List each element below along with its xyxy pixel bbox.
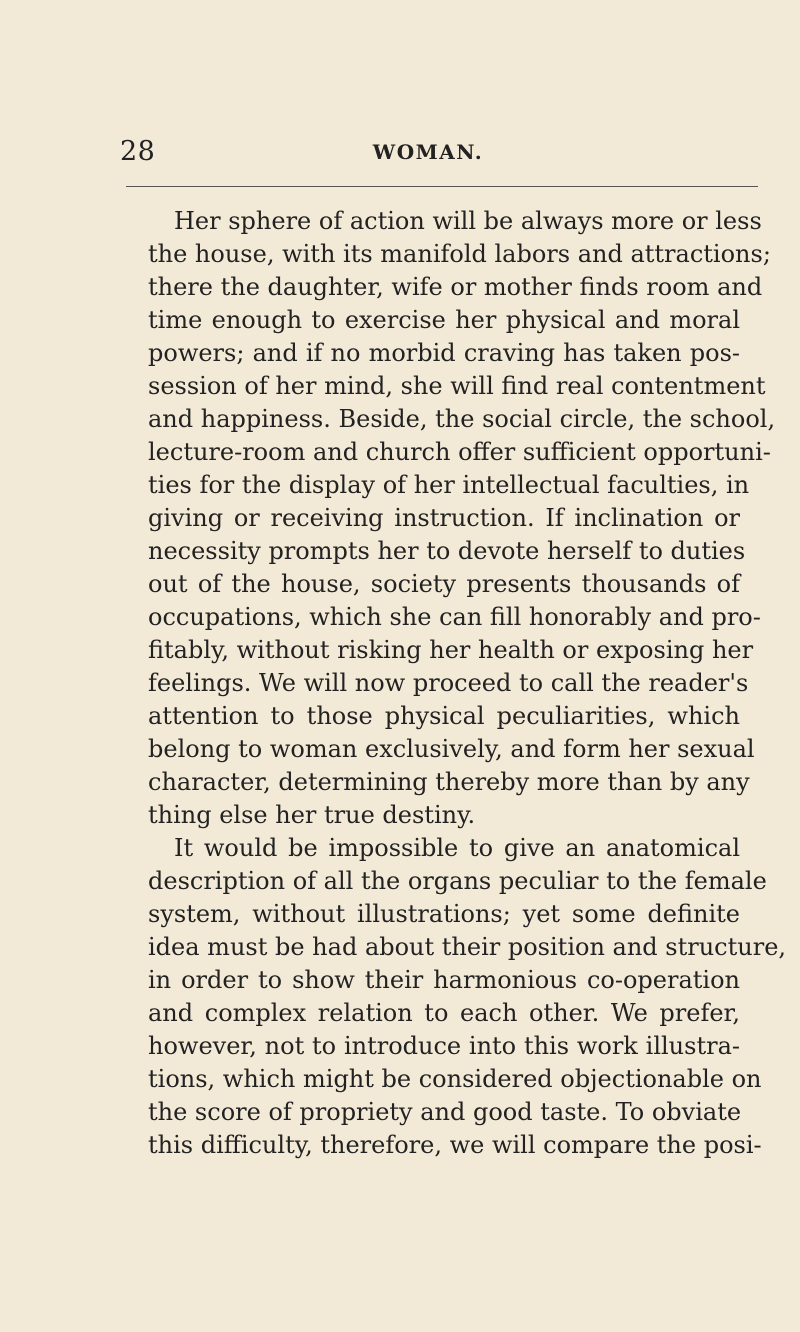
text-line: time enough to exercise her physical and moral (148, 306, 740, 334)
text-line: in order to show their harmonious co-operation (148, 966, 740, 994)
text-line: the score of propriety and good taste. To obviate (148, 1098, 742, 1126)
text-line: It would be impossible to give an anatomical (174, 834, 740, 862)
text-line: and complex relation to each other. We prefer, (148, 999, 740, 1027)
paragraph-1 (148, 205, 776, 832)
text-line: necessity prompts her to devote herself to duties (148, 537, 746, 565)
text-line: Her sphere of action will be always more or less (174, 207, 762, 235)
text-line: occupations, which she can fill honorably and pro- (148, 603, 761, 631)
page-header (98, 128, 758, 167)
text-line: character, determining thereby more than by any (148, 768, 750, 796)
text-line: powers; and if no morbid craving has taken pos- (148, 339, 740, 367)
text-line: description of all the organs peculiar to the female (148, 867, 767, 895)
text-line: giving or receiving instruction. If inclination or (148, 504, 740, 532)
text-line: belong to woman exclusively, and form her sexual (148, 735, 755, 763)
body-text (148, 205, 787, 1162)
text-line: ties for the display of her intellectual faculties, in (148, 471, 750, 499)
text-line: the house, with its manifold labors and attractions; (148, 240, 771, 268)
text-line: attention to those physical peculiarities, which (148, 702, 740, 730)
header-rule (126, 186, 758, 187)
text-line: out of the house, society presents thousands of (148, 570, 740, 598)
text-line: lecture-room and church offer sufficient opportuni- (148, 438, 771, 466)
text-line: tions, which might be considered objectionable on (148, 1065, 762, 1093)
text-line: there the daughter, wife or mother finds room and (148, 273, 763, 301)
page-number: 28 (120, 136, 156, 167)
text-line: this difficulty, therefore, we will compare the posi- (148, 1131, 762, 1159)
text-line: thing else her true destiny. (148, 801, 476, 829)
text-line: however, not to introduce into this work illustra- (148, 1032, 740, 1060)
text-line: feelings. We will now proceed to call the reader's (148, 669, 749, 697)
text-line: fitably, without risking her health or exposing her (148, 636, 754, 664)
paragraph-2 (148, 832, 787, 1162)
text-line: session of her mind, she will find real contentment (148, 372, 766, 400)
text-line: and happiness. Beside, the social circle, the school, (148, 405, 776, 433)
text-line: system, without illustrations; yet some definite (148, 900, 740, 928)
running-head: WOMAN. (372, 140, 484, 164)
text-line: idea must be had about their position and structure, (148, 933, 787, 961)
